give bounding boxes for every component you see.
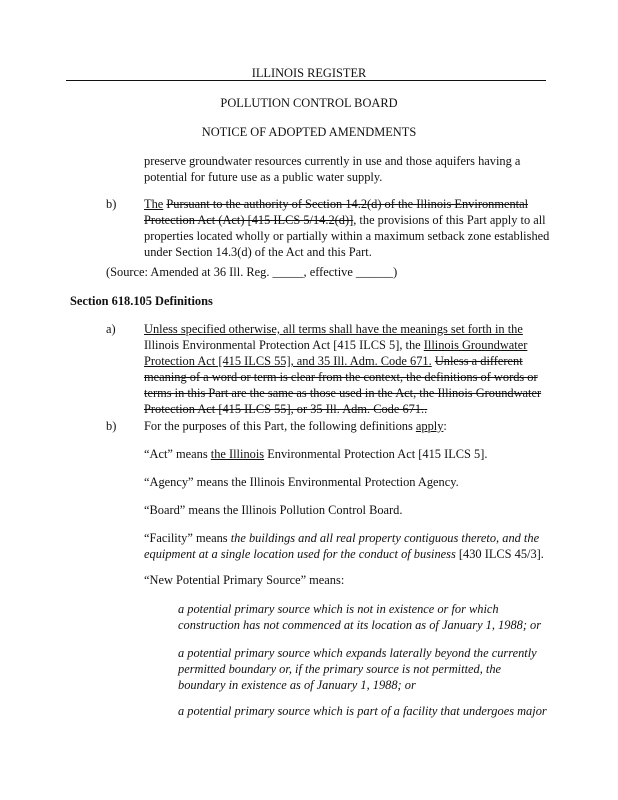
deleted-text: Pursuant to the authority of Section 14.2(d) of the Illinois Environmental	[166, 197, 529, 211]
section-heading: Section 618.105 Definitions	[70, 294, 213, 308]
item-b-intro	[144, 418, 447, 434]
quoted-statute-text: equipment at a single location used for the conduct of business	[144, 547, 456, 561]
plain-text: [430 ILCS 45/3].	[455, 547, 544, 561]
subdefinition-1	[178, 601, 541, 633]
item-b-prev-text	[144, 196, 549, 260]
plain-text: :	[443, 419, 447, 433]
inserted-text: the Illinois	[210, 447, 265, 461]
text-line: a potential primary source which is not in existence or for which	[178, 602, 499, 616]
inserted-text: Unless specified otherwise, all terms shall have the meanings set forth in the	[144, 322, 523, 336]
notice-title: NOTICE OF ADOPTED AMENDMENTS	[201, 125, 417, 139]
register-title: ILLINOIS REGISTER	[251, 66, 367, 80]
text-line: construction has not commenced at its location as of January 1, 1988; or	[178, 618, 542, 632]
definition-new-potential-primary-source: “New Potential Primary Source” means:	[144, 573, 345, 587]
text-line	[144, 546, 544, 562]
deleted-text: meaning of a word or term is clear from the context, the definitions of words or	[144, 370, 538, 384]
text-line: properties located wholly or partially within a maximum setback zone established	[144, 229, 550, 243]
deleted-text: Protection Act [415 ILCS 55], or 35 Ill. Adm. Code 671.	[144, 402, 425, 416]
deleted-text: Unless a different	[434, 354, 523, 368]
text-line	[144, 369, 541, 385]
text-line	[144, 196, 549, 212]
subdefinition-3	[178, 703, 547, 719]
item-a-text	[144, 321, 541, 417]
continuation-text	[144, 153, 520, 185]
inserted-text: The	[144, 197, 164, 211]
text-line: a potential primary source which expands laterally beyond the currently	[178, 646, 537, 660]
plain-text: “Act” means	[144, 447, 211, 461]
text-line: under Section 14.3(d) of the Act and this Part.	[144, 245, 372, 259]
item-label-b-prev: b)	[106, 197, 117, 211]
item-label-b: b)	[106, 419, 117, 433]
inserted-text: Illinois Groundwater	[423, 338, 528, 352]
deleted-text: .	[424, 402, 428, 416]
text-line: potential for future use as a public water supply.	[144, 170, 383, 184]
text-line	[144, 530, 544, 546]
deleted-text: Protection Act (Act) [415 ILCS 5/14.2(d)]	[144, 213, 354, 227]
text-line: boundary in existence as of January 1, 1988; or	[178, 678, 416, 692]
definition-act	[144, 446, 487, 462]
plain-text: For the purposes of this Part, the following definitions	[144, 419, 416, 433]
quoted-statute-text: the buildings and all real property contiguous thereto, and the	[230, 531, 540, 545]
text-line: a potential primary source which is part of a facility that undergoes major	[178, 704, 547, 718]
definition-agency: “Agency” means the Illinois Environmental Protection Agency.	[144, 475, 459, 489]
text-line	[144, 337, 541, 353]
text-line	[144, 353, 541, 369]
inserted-text: Protection Act [415 ILCS 55], and 35 Ill. Adm. Code 671.	[144, 354, 432, 368]
plain-text: “Facility” means	[144, 531, 231, 545]
text-line: preserve groundwater resources currently in use and those aquifers having a	[144, 154, 521, 168]
text-line	[144, 212, 549, 228]
subdefinition-2	[178, 645, 537, 693]
definition-facility	[144, 530, 544, 562]
inserted-text: apply	[415, 419, 444, 433]
item-label-a: a)	[106, 322, 116, 336]
text-line	[144, 401, 541, 417]
source-note: (Source: Amended at 36 Ill. Reg. _____, effective ______)	[106, 265, 398, 279]
definition-board: “Board” means the Illinois Pollution Control Board.	[144, 503, 403, 517]
plain-text: Environmental Protection Act [415 ILCS 5].	[264, 447, 488, 461]
header-rule	[66, 80, 546, 81]
text-line	[144, 385, 541, 401]
plain-text: Illinois Environmental Protection Act [415 ILCS 5], the	[144, 338, 424, 352]
plain-text: , the provisions of this Part apply to all	[353, 213, 546, 227]
board-title: POLLUTION CONTROL BOARD	[220, 96, 398, 110]
text-line: permitted boundary or, if the primary source is not permitted, the	[178, 662, 502, 676]
text-line	[144, 321, 541, 337]
deleted-text: terms in this Part are the same as those used in the Act, the Illinois Groundwater	[144, 386, 542, 400]
